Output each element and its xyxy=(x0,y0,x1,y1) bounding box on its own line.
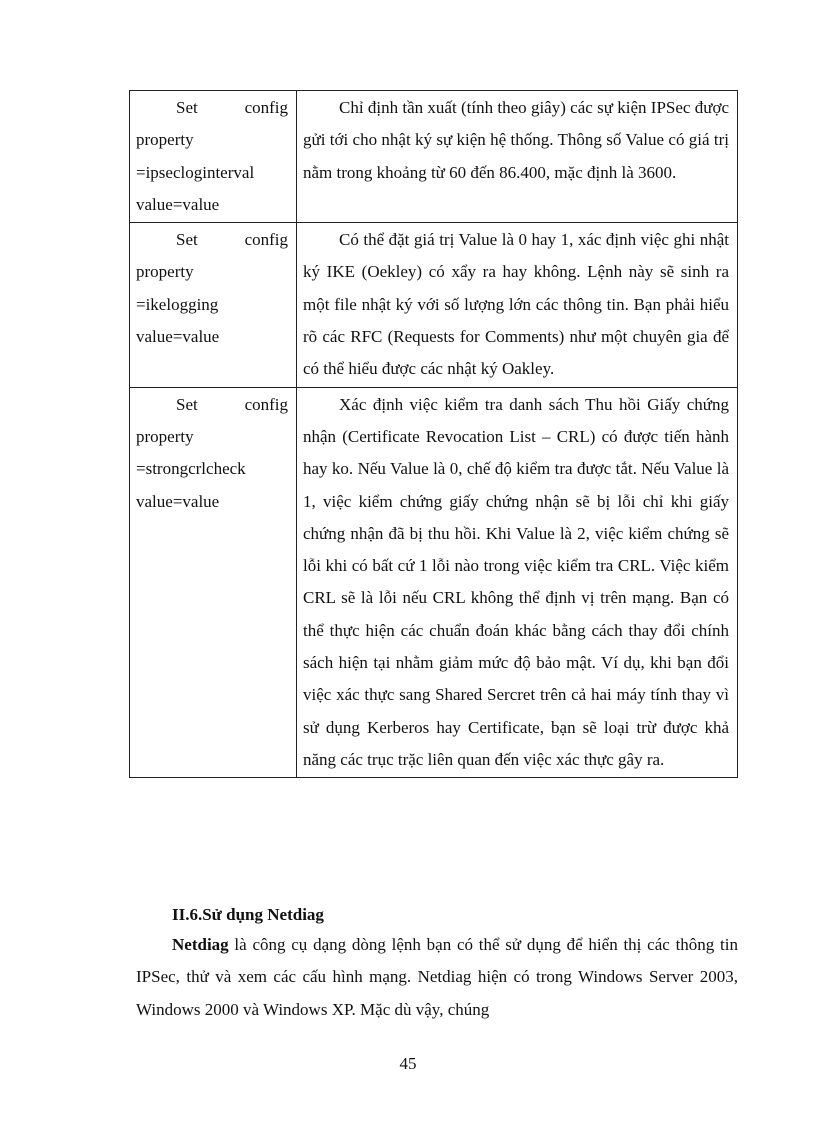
command-line-2: property xyxy=(136,262,194,282)
command-line-1: Set config xyxy=(176,230,288,250)
command-cell xyxy=(130,223,297,387)
description-text: Có thể đặt giá trị Value là 0 hay 1, xác định việc ghi nhật ký IKE (Oekley) có xẩy ra hay không. Lệnh này sẽ sinh ra một file nhật ký với số lượng lớn các thông tin. Bạn phải hiểu rõ các RFC (Requests for Comments) như một chuyên gia để có thể hiểu được các nhật ký Oakley. xyxy=(303,230,729,379)
netdiag-term: Netdiag xyxy=(172,935,229,954)
page-number: 45 xyxy=(399,1054,417,1073)
description-cell xyxy=(297,223,738,387)
table-row xyxy=(130,91,738,223)
command-line-3: =strongcrlcheck xyxy=(136,459,246,479)
body-paragraph xyxy=(136,929,738,1026)
command-cell xyxy=(130,387,297,778)
command-line-3: =ikelogging xyxy=(136,294,219,314)
command-line-1: Set config xyxy=(176,98,288,117)
command-cell xyxy=(130,91,297,223)
section-heading: II.6.Sử dụng Netdiag xyxy=(172,905,324,924)
description-cell xyxy=(297,387,738,778)
description-text: Xác định việc kiểm tra danh sách Thu hồi Giấy chứng nhận (Certificate Revocation List – CRL) có được tiến hành hay ko. Nếu Value là 0, chế độ kiểm tra được tắt. Nếu Value là 1, việc kiểm chứng giấy chứng nhận sẽ bị lỗi chỉ khi giấy chứng nhận đã bị thu hồi. Khi Value là 2, việc kiểm chứng sẽ lỗi khi có bất cứ 1 lỗi nào trong việc kiểm tra CRL. Việc kiểm CRL sẽ là lỗi nếu CRL không thể định vị trên mạng. Bạn có thể thực hiện các chuẩn đoán khác bằng cách thay đổi chính sách hiện tại nhằm giảm mức độ bảo mật. Ví dụ, khi bạn đổi việc xác thực sang Shared Sercret trên cả hai máy tính thay vì sử dụng Kerberos hay Certificate, bạn sẽ loại trừ được khả năng các trục trặc liên quan đến việc xác thực gây ra. xyxy=(303,394,729,769)
command-line-1: Set config xyxy=(176,394,288,414)
description-text: Chỉ định tần xuất (tính theo giây) các sự kiện IPSec được gửi tới cho nhật ký sự kiện hệ thống. Thông số Value có giá trị nằm trong khoảng từ 60 đến 86.400, mặc định là 3600. xyxy=(303,98,729,182)
command-line-2: property xyxy=(136,130,194,150)
command-line-4: value=value xyxy=(136,491,220,511)
table-row xyxy=(130,223,738,387)
command-line-3: =ipsecloginterval xyxy=(136,162,255,182)
table-row xyxy=(130,387,738,778)
command-line-4: value=value xyxy=(136,327,220,347)
paragraph-text: là công cụ dạng dòng lệnh bạn có thể sử dụng để hiển thị các thông tin IPSec, thử và xem các cấu hình mạng. Netdiag hiện có trong Windows Server 2003, Windows 2000 và Windows XP. Mặc dù vậy, chúng xyxy=(136,935,738,1019)
description-cell xyxy=(297,91,738,223)
ipsec-config-table xyxy=(129,90,738,778)
command-line-2: property xyxy=(136,426,194,446)
command-line-4: value=value xyxy=(136,194,220,214)
